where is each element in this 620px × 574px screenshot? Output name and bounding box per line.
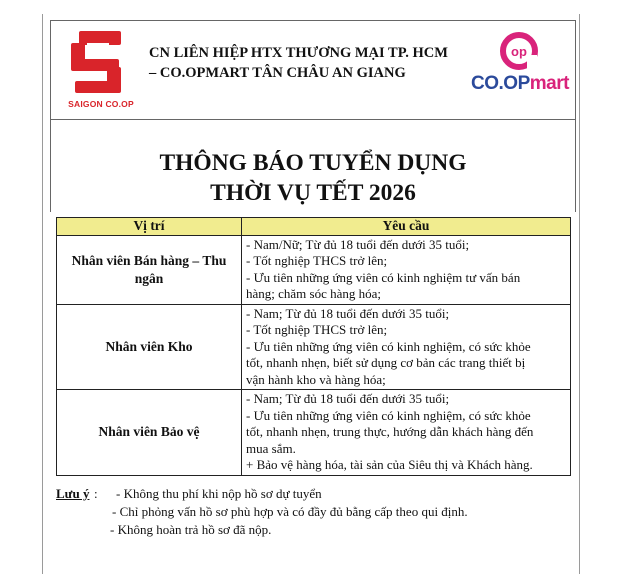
requirement-line: - Nam; Từ đủ 18 tuổi đến dưới 35 tuổi; xyxy=(246,305,450,321)
table-header-row xyxy=(57,218,571,236)
requirement-line: - Ưu tiên những ứng viên có kinh nghiệm tư vấn bán xyxy=(246,269,521,285)
notes-colon: : xyxy=(94,486,98,501)
coopmart-wordmark xyxy=(467,73,573,95)
requirement-line: + Bảo vệ hàng hóa, tài sản của Siêu thị và Khách hàng. xyxy=(246,457,533,472)
letterhead xyxy=(50,20,576,120)
requirement-line: - Nam/Nữ; Từ đủ 18 tuổi đến dưới 35 tuổi; xyxy=(246,236,470,252)
requirements-table xyxy=(56,217,571,476)
requirements-cell xyxy=(242,390,571,476)
coopmart-badge-text: op xyxy=(511,44,527,59)
coopmart-wordmark-part2: mart xyxy=(529,73,569,94)
position-warehouse: Nhân viên Kho xyxy=(57,304,242,390)
requirement-line: tốt, nhanh nhẹn, trung thực, hướng dẫn khách hàng đến xyxy=(246,424,534,439)
organization-name xyxy=(149,43,449,83)
saigon-coop-logo xyxy=(61,29,139,101)
requirement-line: hàng; chăm sóc hàng hóa; xyxy=(246,286,382,301)
saigon-coop-caption: SAIGON CO.OP xyxy=(68,99,134,109)
table-row xyxy=(57,304,571,390)
title-line-2: THỜI VỤ TẾT 2026 xyxy=(210,180,416,206)
requirement-line: - Ưu tiên những ứng viên có kinh nghiệm, có sức khỏe xyxy=(246,338,531,354)
note-item: - Không hoàn trả hồ sơ đã nộp. xyxy=(110,522,272,537)
requirement-line: tốt, nhanh nhẹn, biết sử dụng cơ bản các trang thiết bị xyxy=(246,355,526,370)
table-row xyxy=(57,390,571,476)
requirement-line: - Nam; Từ đủ 18 tuổi đến dưới 35 tuổi; xyxy=(246,391,450,406)
coopmart-wordmark-part1: CO.OP xyxy=(471,73,530,94)
notes-label: Lưu ý xyxy=(56,486,90,501)
requirement-line: - Ưu tiên những ứng viên có kinh nghiệm, có sức khỏe xyxy=(246,407,531,423)
requirement-line: mua sắm. xyxy=(246,440,296,456)
notice-title xyxy=(50,120,576,212)
column-header-requirements: Yêu cầu xyxy=(242,218,571,236)
requirements-cell xyxy=(242,304,571,390)
note-item: - Không thu phí khi nộp hồ sơ dự tuyển xyxy=(116,486,322,501)
position-sales-cashier: Nhân viên Bán hàng – Thu ngân xyxy=(57,235,242,304)
title-line-1: THÔNG BÁO TUYỂN DỤNG xyxy=(159,150,467,176)
requirement-line: - Tốt nghiệp THCS trở lên; xyxy=(246,322,388,337)
requirement-line: vận hành kho và hàng hóa; xyxy=(246,371,386,387)
position-security: Nhân viên Bảo vệ xyxy=(57,390,242,476)
org-line-2: – CO.OPMART TÂN CHÂU AN GIANG xyxy=(149,65,406,81)
table-row xyxy=(57,235,571,304)
note-item: - Chỉ phỏng vấn hồ sơ phù hợp và có đầy đủ bằng cấp theo qui định. xyxy=(112,504,468,519)
coopmart-badge-icon xyxy=(497,31,541,73)
requirement-line: - Tốt nghiệp THCS trở lên; xyxy=(246,253,388,268)
column-header-position: Vị trí xyxy=(57,218,242,236)
requirements-cell xyxy=(242,235,571,304)
coopmart-logo xyxy=(465,31,573,103)
org-line-1: CN LIÊN HIỆP HTX THƯƠNG MẠI TP. HCM xyxy=(149,45,448,61)
